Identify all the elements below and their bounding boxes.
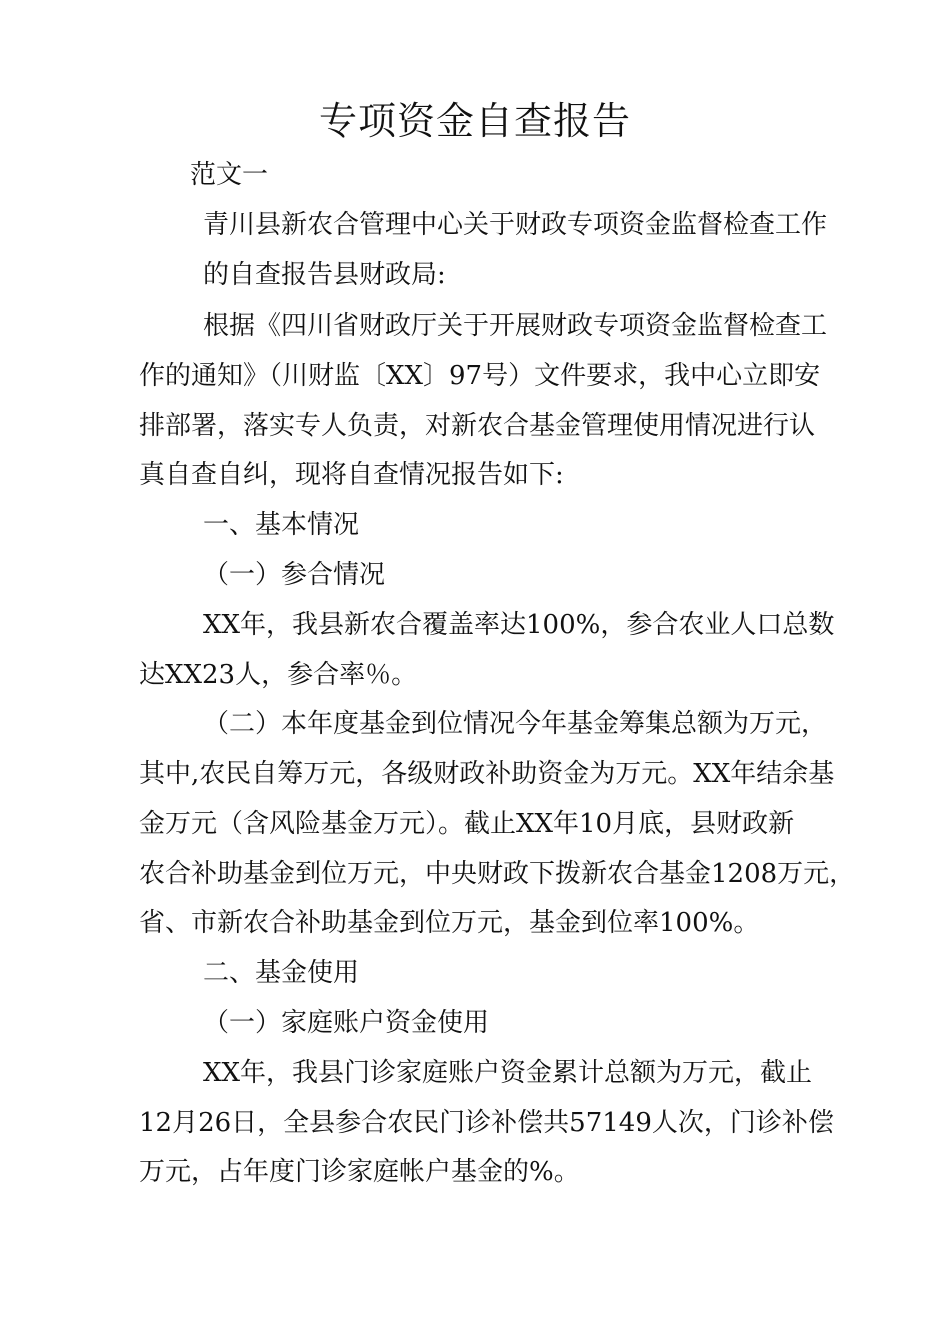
paragraph-line: 农合补助基金到位万元，中央财政下拨新农合基金1208万元， bbox=[139, 859, 856, 889]
subsection-heading: （一）参合情况 bbox=[203, 560, 386, 590]
subsection-heading: （一）家庭账户资金使用 bbox=[203, 1008, 490, 1038]
paragraph-line: 根据《四川省财政厅关于开展财政专项资金监督检查工 bbox=[203, 311, 828, 341]
paragraph-line: 达XX23人，参合率％。 bbox=[139, 660, 418, 690]
paragraph-line: 真自查自纠，现将自查情况报告如下: bbox=[139, 460, 564, 490]
paragraph-line: 12月26日，全县参合农民门诊补偿共57149人次，门诊补偿 bbox=[139, 1108, 834, 1138]
paragraph-line: 作的通知》（川财监〔XX〕97号）文件要求，我中心立即安 bbox=[139, 361, 821, 391]
paragraph-line: 省、市新农合补助基金到位万元，基金到位率100%。 bbox=[139, 908, 760, 938]
paragraph-line: 排部署，落实专人负责，对新农合基金管理使用情况进行认 bbox=[139, 411, 816, 441]
paragraph-line: XX年，我县新农合覆盖率达100%，参合农业人口总数 bbox=[203, 610, 835, 640]
paragraph-line: 青川县新农合管理中心关于财政专项资金监督检查工作 bbox=[203, 210, 828, 240]
section-heading: 一、基本情况 bbox=[203, 510, 360, 540]
document-title: 专项资金自查报告 bbox=[318, 99, 631, 143]
paragraph-line: XX年，我县门诊家庭账户资金累计总额为万元，截止 bbox=[203, 1058, 813, 1088]
paragraph-line: （二）本年度基金到位情况今年基金筹集总额为万元， bbox=[203, 709, 828, 739]
section-label: 范文一 bbox=[190, 160, 269, 190]
paragraph-line: 万元，占年度门诊家庭帐户基金的%。 bbox=[139, 1157, 580, 1187]
paragraph-line: 其中,农民自筹万元，各级财政补助资金为万元。XX年结余基 bbox=[139, 759, 835, 789]
section-heading: 二、基金使用 bbox=[203, 958, 360, 988]
paragraph-line: 金万元（含风险基金万元）。截止XX年10月底，县财政新 bbox=[139, 809, 795, 839]
paragraph-line: 的自查报告县财政局: bbox=[203, 260, 446, 290]
